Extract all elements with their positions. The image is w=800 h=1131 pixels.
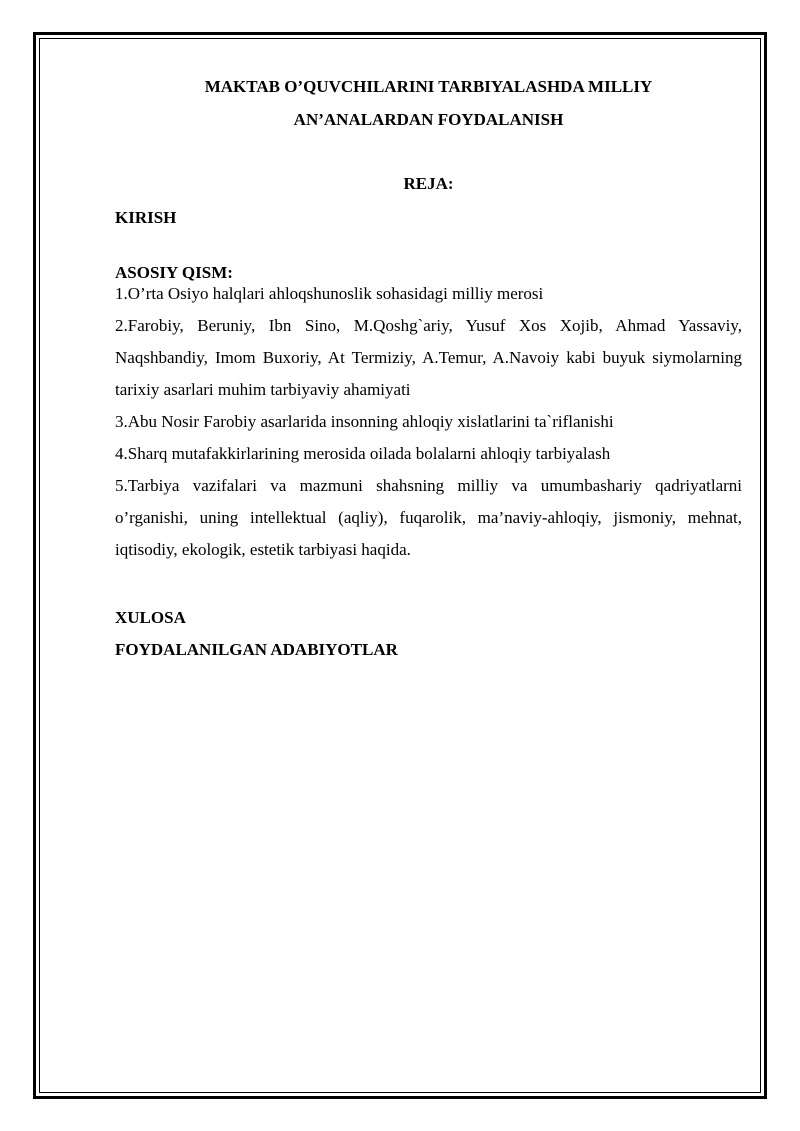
plan-item-4: 4.Sharq mutafakkirlarining merosida oilada bolalarni ahloqiy tarbiyalash — [115, 444, 611, 463]
plan-heading: REJA: — [403, 174, 454, 193]
section-conclusion: XULOSA — [115, 608, 186, 627]
document-title-line-1: MAKTAB O’QUVCHILARINI TARBIYALASHDA MILLIY — [204, 77, 653, 96]
plan-item-5: 5.Tarbiya vazifalari va mazmuni shahsning milliy va umumbashariy qadriyatlarni o’rganishi, uning intellektual (aqliy), fuqarolik, ma’naviy-ahloqiy, jismoniy, mehnat, iqtisodiy, ekologik, estetik tarbiyasi haqida. — [115, 476, 742, 559]
plan-item-3: 3.Abu Nosir Farobiy asarlarida insonning ahloqiy xislatlarini ta`riflanishi — [115, 412, 614, 431]
document-title-line-2: AN’ANALARDAN FOYDALANISH — [293, 110, 564, 129]
section-main-part: ASOSIY QISM: — [115, 263, 233, 282]
plan-item-1: 1.O’rta Osiyo halqlari ahloqshunoslik sohasidagi milliy merosi — [115, 284, 544, 303]
section-references: FOYDALANILGAN ADABIYOTLAR — [115, 640, 398, 659]
section-intro: KIRISH — [115, 208, 177, 227]
plan-item-2: 2.Farobiy, Beruniy, Ibn Sino, M.Qoshg`ariy, Yusuf Xos Xojib, Ahmad Yassaviy, Naqshbandiy, Imom Buxoriy, At Termiziy, A.Temur, A.Navoiy kabi buyuk siymolarning tarixiy asarlari muhim tarbiyaviy ahamiyati — [115, 316, 742, 399]
